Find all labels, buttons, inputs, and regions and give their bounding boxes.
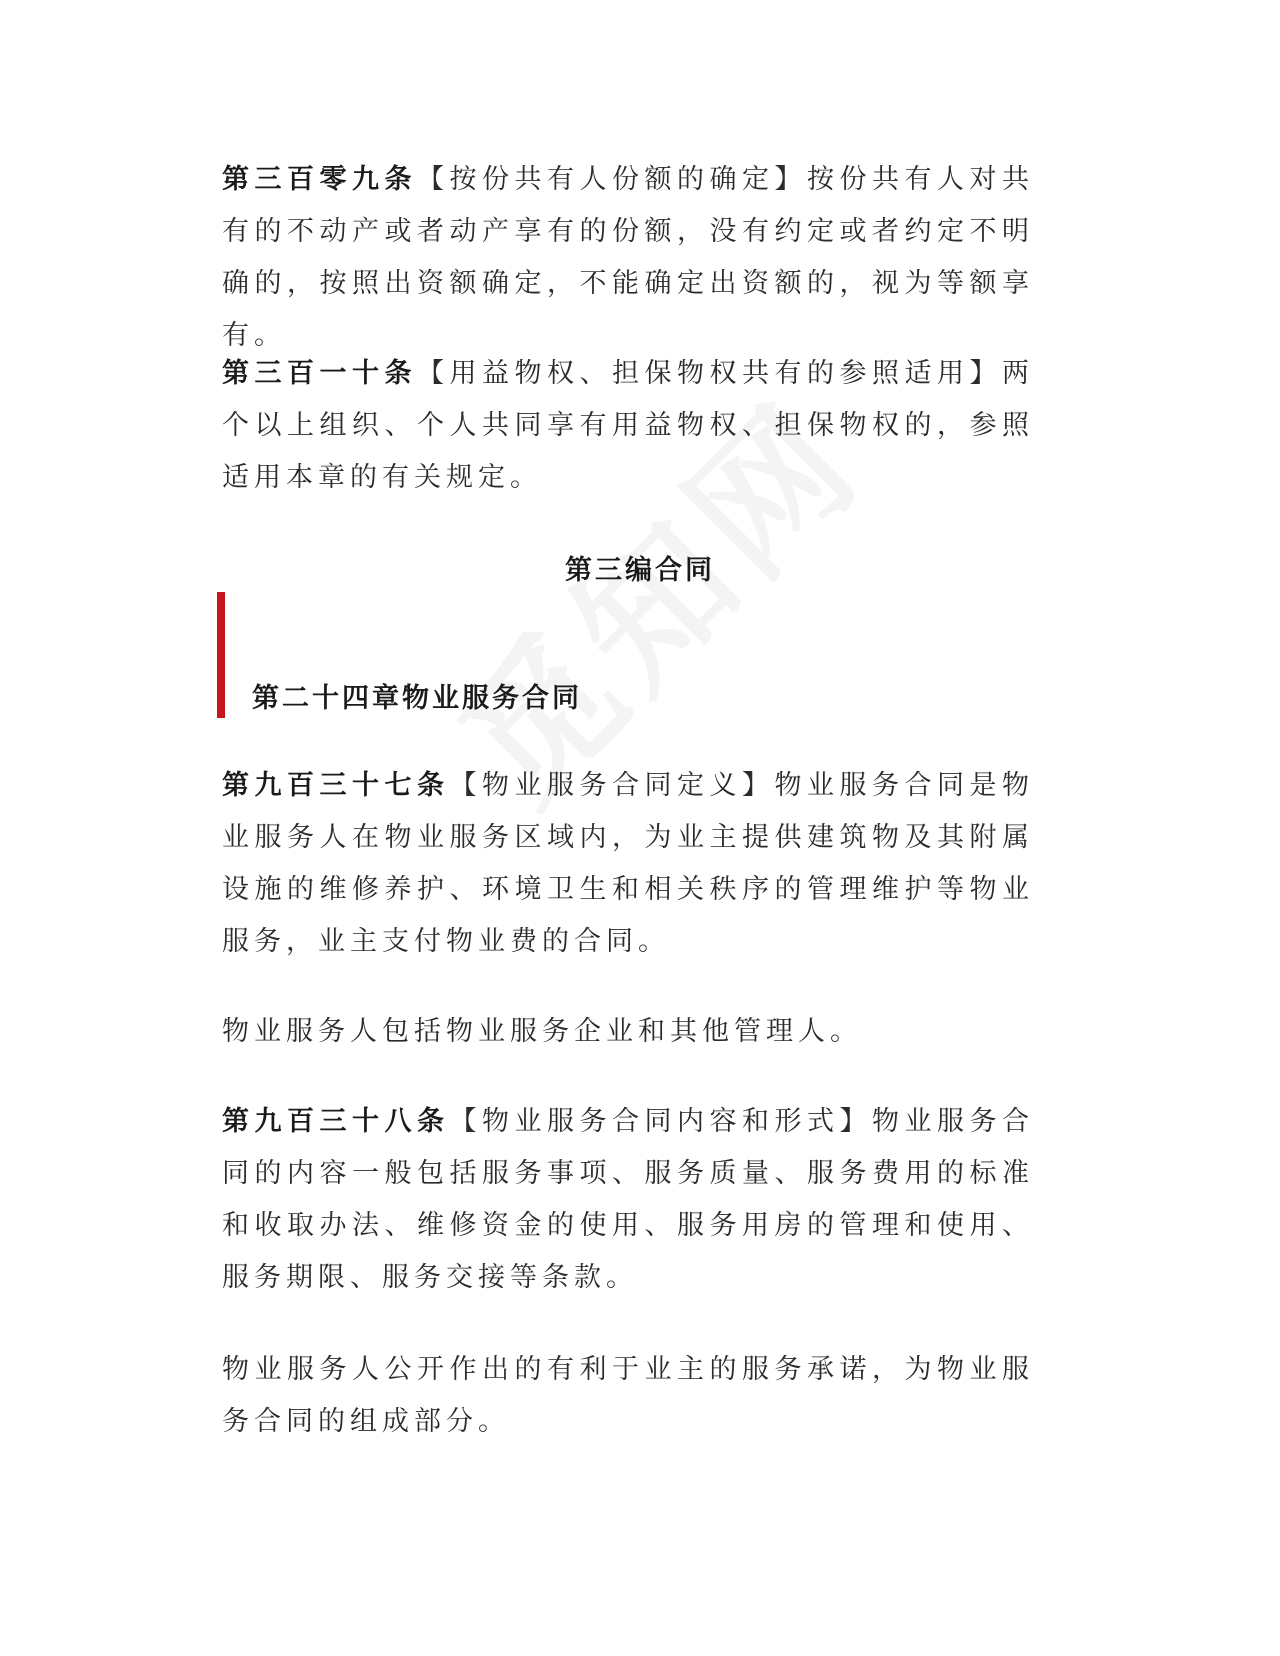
article-number: 第九百三十七条 xyxy=(222,770,450,801)
article-number: 第九百三十八条 xyxy=(222,1106,450,1137)
article-body: 按份共有人对共有的不动产或者动产享有的份额，没有约定或者约定不明确的，按照出资额确定，不能确定出资额的，视为等额享有。 xyxy=(222,164,1034,351)
article-number: 第三百一十条 xyxy=(222,358,417,389)
chapter-heading: 第二十四章物业服务合同 xyxy=(252,683,582,714)
article-body: 两个以上组织、个人共同享有用益物权、担保物权的，参照适用本章的有关规定。 xyxy=(222,358,1034,493)
article-title: 【按份共有人份额的确定】 xyxy=(417,164,807,195)
chapter-accent-bar xyxy=(217,592,225,718)
article-body: 物业服务合同是物业服务人在物业服务区域内，为业主提供建筑物及其附属设施的维修养护、环境卫生和相关秩序的管理维护等物业服务，业主支付物业费的合同。 xyxy=(222,770,1034,957)
article-title: 【物业服务合同定义】 xyxy=(449,770,775,801)
article-title: 【物业服务合同内容和形式】 xyxy=(449,1106,872,1137)
article-309 xyxy=(222,154,1034,362)
article-938-paragraph-2 xyxy=(222,1344,1034,1448)
article-number: 第三百零九条 xyxy=(222,164,417,195)
paragraph-text: 物业服务人公开作出的有利于业主的服务承诺，为物业服务合同的组成部分。 xyxy=(222,1354,1034,1437)
article-body: 物业服务合同的内容一般包括服务事项、服务质量、服务费用的标准和收取办法、维修资金的使用、服务用房的管理和使用、服务期限、服务交接等条款。 xyxy=(222,1106,1034,1293)
article-937 xyxy=(222,760,1034,968)
paragraph-text: 物业服务人包括物业服务企业和其他管理人。 xyxy=(222,1016,862,1047)
article-title: 【用益物权、担保物权共有的参照适用】 xyxy=(417,358,1002,389)
article-310 xyxy=(222,348,1034,504)
article-938 xyxy=(222,1096,1034,1304)
article-937-paragraph-2 xyxy=(222,1006,1034,1058)
part-heading: 第三编合同 xyxy=(565,555,715,586)
